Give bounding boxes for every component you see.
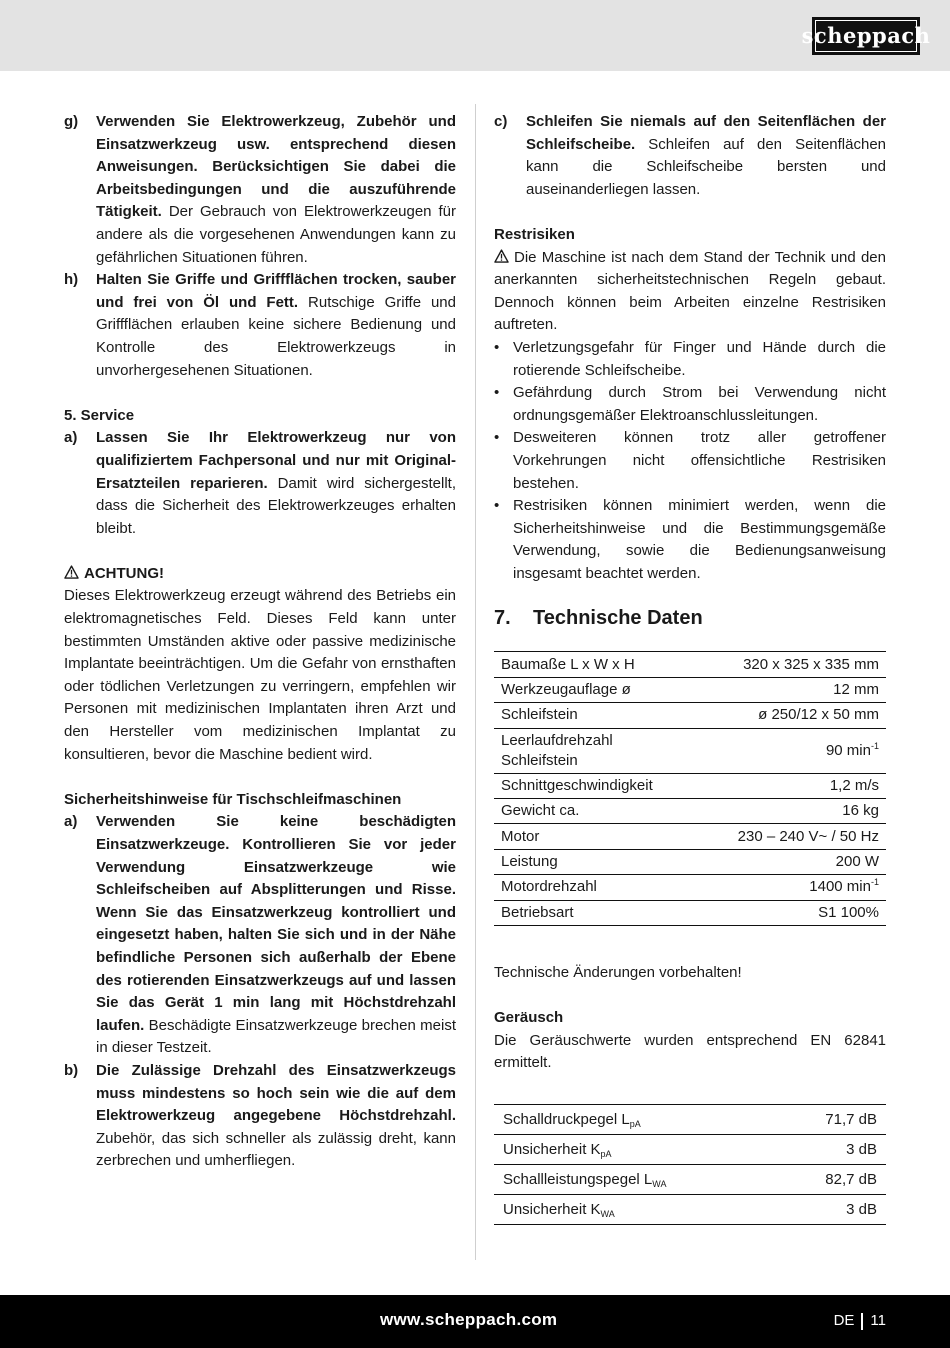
- table-row: Unsicherheit $K_{pA}$ 3 dB: [494, 1134, 886, 1164]
- footer-bar: [0, 1295, 950, 1348]
- tech-data-title: 7. Technische Daten: [494, 607, 703, 630]
- geraeusch-heading: Geräusch: [494, 1009, 564, 1027]
- column-divider: [475, 104, 476, 1260]
- sicherheit-instruction-b: b) Die Zulässige Drehzahl des Einsatzwerkzeugs muss mindestens so hoch sein wie die auf dem Elektrowerkzeug angegebene Höchstdrehzahl. Zubehör, das sich schneller als zulässig dreht, kann zerbrechen und umherfliegen.: [64, 1061, 456, 1170]
- list-item: • Restrisiken können minimiert werden, wenn die Sicherheitshinweise und die Bestimmungsgemäße Verwendung, sowie die Bedienungsanweisung insgesamt beachtet werden.: [494, 497, 886, 582]
- warning-icon: [64, 565, 79, 579]
- restrisiken-text: Die Maschine ist nach dem Stand der Technik und den anerkannten sicherheitstechnischen Regeln gebaut. Dennoch können beim Arbeiten einzelne Restrisiken auftreten.: [494, 248, 886, 334]
- sicherheit-instruction-a: a) Verwenden Sie keine beschädigten Einsatzwerkzeuge. Kontrollieren Sie vor jeder Verwendung Einsatzwerkzeuge wie Schleifscheiben auf Absplitterungen und Risse. Wenn Sie das Einsatzwerkzeug kontrolliert und eingesetzt haben, halten Sie sich und in der Nähe befindliche Personen sich außerhalb der Ebene des rotierenden Einsatzwerkzeugs auf und lassen Sie das Gerät 1 min lang mit Höchstdrehzahl laufen. Beschädigte Einsatzwerkzeuge brechen meist in dieser Testzeit.: [64, 813, 456, 1057]
- table-row: Motor 230 – 240 V~ / 50 Hz: [494, 824, 886, 849]
- instruction-g: g) Verwenden Sie Elektrowerkzeug, Zubehör und Einsatzwerkzeug usw. entsprechend diesen Anweisungen. Berücksichtigen Sie dabei die Arbeitsbedingungen und die auszuführende Tätigkeit. Der Gebrauch von Elektrowerkzeugen für andere als die vorgesehenen Anwendungen kann zu gefährlichen Situationen führen.: [64, 113, 456, 266]
- brand-logo: [801, 17, 931, 55]
- table-row: Unsicherheit $K_{WA}$ 3 dB: [494, 1194, 886, 1224]
- geraeusch-text: Die Geräuschwerte wurden entsprechend EN 62841 ermittelt.: [494, 1031, 886, 1072]
- warning-icon: [494, 249, 509, 263]
- restrisiken-heading: Restrisiken: [494, 225, 575, 243]
- table-row: Baumaße L x W x H 320 x 325 x 335 mm: [494, 652, 886, 677]
- spec-table: [494, 651, 886, 926]
- achtung-text: Dieses Elektrowerkzeug erzeugt während des Betriebs ein elektromagnetisches Feld. Dieses Feld kann unter bestimmten Umständen aktive oder passive medizinische Implantate beeinträchtigen. Um die Gefahr von ernsthaften oder tödlichen Verletzungen zu verringern, empfehlen wir Personen mit medizinischen Implantaten ihren Arzt und den Hersteller vom medizinischen Implantat zu konsultieren, bevor die Maschine bedient wird.: [64, 587, 456, 763]
- table-row: Betriebsart S1 100%: [494, 900, 886, 925]
- noise-table: [494, 1104, 886, 1225]
- restrisiken-list: [494, 337, 886, 586]
- page-number: 11: [870, 1312, 886, 1329]
- table-row: Leistung 200 W: [494, 849, 886, 874]
- instruction-h: h) Halten Sie Griffe und Griffflächen trocken, sauber und frei von Öl und Fett. Rutschige Griffe und Griffflächen erlauben keine sichere Bedienung und Kontrolle des Elektrowerkzeugs in unvorhergesehenen Situationen.: [64, 271, 456, 379]
- list-item: • Gefährdung durch Strom bei Verwendung nicht ordnungsgemäßer Elektroanschlussleitungen.: [494, 384, 886, 424]
- list-item: • Desweiteren können trotz aller getroffener Vorkehrungen nicht offensichtliche Restrisiken bestehen.: [494, 429, 886, 492]
- language-code: DE: [833, 1312, 855, 1329]
- instruction-c: c) Schleifen Sie niemals auf den Seitenflächen der Schleifscheibe. Schleifen auf den Seitenflächen kann die Schleifscheibe bersten und auseinanderliegen lassen.: [494, 113, 886, 198]
- table-row: Gewicht ca. 16 kg: [494, 799, 886, 824]
- table-row: Werkzeugauflage ø 12 mm: [494, 677, 886, 702]
- table-row: Schalldruckpegel $L_{pA}$ 71,7 dB: [494, 1104, 886, 1134]
- table-row: Schnittgeschwindigkeit 1,2 m/s: [494, 773, 886, 798]
- page-indicator: [834, 1310, 886, 1333]
- sicherheit-heading: Sicherheitshinweise für Tischschleifmaschinen: [64, 790, 402, 808]
- changes-note: Technische Änderungen vorbehalten!: [494, 963, 742, 981]
- service-heading: 5. Service: [64, 406, 135, 424]
- logo-text: scheppach: [815, 20, 917, 52]
- table-row: Motordrehzahl 1400 $\min^{-1}$: [494, 875, 886, 900]
- achtung-heading: ACHTUNG!: [64, 563, 456, 586]
- list-item: • Verletzungsgefahr für Finger und Hände durch die rotierende Schleifscheibe.: [494, 338, 886, 379]
- left-column: [64, 111, 456, 1173]
- website-link[interactable]: www.scheppach.com: [380, 1310, 558, 1329]
- right-column: [494, 111, 886, 1225]
- service-instruction-a: a) Lassen Sie Ihr Elektrowerkzeug nur von qualifiziertem Fachpersonal und nur mit Original-Ersatzteilen reparieren. Damit wird sichergestellt, dass die Sicherheit des Elektrowerkzeuges erhalten bleibt.: [64, 429, 456, 537]
- table-row: Leerlaufdrehzahl Schleifstein 90 $\min^{-1}$: [494, 728, 886, 773]
- table-row: Schallleistungspegel $L_{WA}$ 82,7 dB: [494, 1164, 886, 1194]
- table-row: Schleifstein ø 250/12 x 50 mm: [494, 703, 886, 728]
- header-bar: [0, 0, 950, 71]
